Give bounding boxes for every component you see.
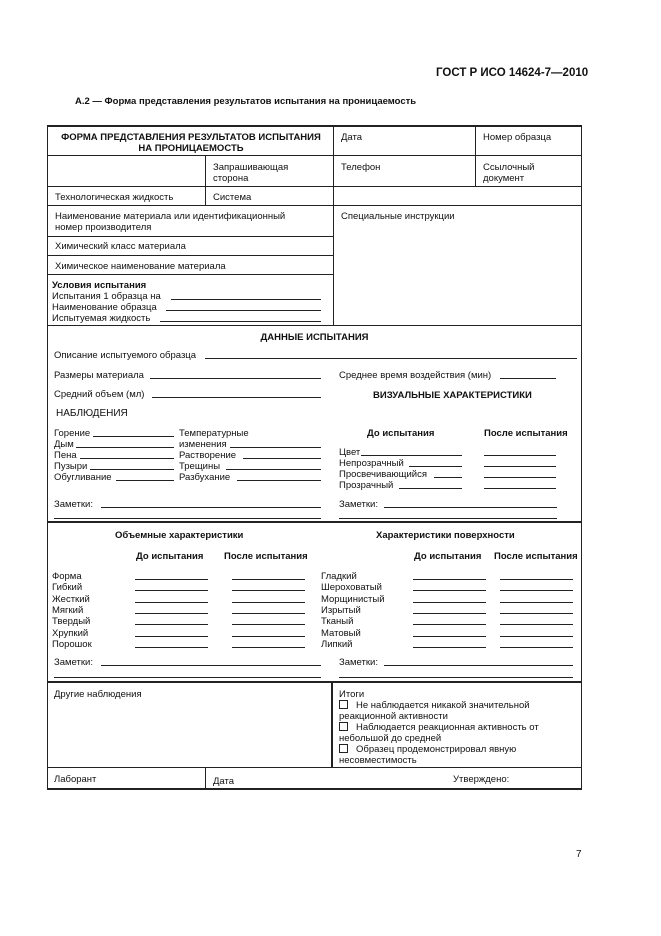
results-title: Итоги bbox=[339, 689, 365, 700]
notes-right-field[interactable] bbox=[384, 507, 557, 508]
avg-volume-field[interactable] bbox=[152, 397, 321, 398]
rule bbox=[47, 767, 582, 768]
rule bbox=[47, 236, 333, 237]
obs-smoke: Дым bbox=[54, 439, 74, 450]
volume-item: Форма bbox=[52, 571, 82, 582]
surface-after-field[interactable] bbox=[500, 602, 573, 603]
rule bbox=[331, 683, 333, 767]
conditions-title: Условия испытания bbox=[52, 280, 147, 291]
system-label: Система bbox=[213, 192, 252, 203]
surface-before-field[interactable] bbox=[413, 590, 486, 591]
volume-before-field[interactable] bbox=[135, 602, 208, 603]
result-option-3-cont: несовместимость bbox=[339, 755, 417, 766]
avg-volume-label: Средний объем (мл) bbox=[54, 389, 145, 400]
observations-title: НАБЛЮДЕНИЯ bbox=[56, 408, 128, 419]
surface-item: Гладкий bbox=[321, 571, 357, 582]
result-option-2-cont: небольшой до средней bbox=[339, 733, 442, 744]
obs-foam: Пена bbox=[54, 450, 77, 461]
surface-before-field[interactable] bbox=[413, 636, 486, 637]
volume-before-field[interactable] bbox=[135, 636, 208, 637]
surface-item: Тканый bbox=[321, 616, 354, 628]
visual-transparent-before[interactable] bbox=[399, 488, 462, 489]
notes-surface-field[interactable] bbox=[384, 665, 573, 666]
rule bbox=[47, 325, 582, 326]
obs-dissolution: Растворение bbox=[179, 450, 237, 461]
rule bbox=[47, 274, 333, 275]
visual-before-header: До испытания bbox=[367, 428, 435, 439]
condition-1-field[interactable] bbox=[171, 299, 321, 300]
obs-charring-field[interactable] bbox=[116, 480, 174, 481]
notes-surface-field-2[interactable] bbox=[339, 677, 573, 678]
notes-volume-field[interactable] bbox=[101, 665, 321, 666]
sample-desc-field[interactable] bbox=[205, 358, 577, 359]
surface-title: Характеристики поверхности bbox=[376, 530, 515, 541]
visual-after-header: После испытания bbox=[484, 428, 568, 439]
surface-before-header: До испытания bbox=[414, 551, 482, 562]
notes-surface-label: Заметки: bbox=[339, 657, 378, 668]
sample-desc-label: Описание испытуемого образца bbox=[54, 350, 197, 361]
rule bbox=[47, 681, 582, 683]
visual-translucent-before[interactable] bbox=[434, 477, 462, 478]
notes-right-label: Заметки: bbox=[339, 499, 378, 510]
avg-exposure-field[interactable] bbox=[500, 378, 556, 379]
surface-item: Морщинистый bbox=[321, 593, 385, 605]
chemical-class-label: Химический класс материала bbox=[55, 241, 186, 252]
volume-before-field[interactable] bbox=[135, 624, 208, 625]
visual-opaque-before[interactable] bbox=[409, 466, 462, 467]
obs-swelling-field[interactable] bbox=[237, 480, 321, 481]
form-title-line2: НА ПРОНИЦАЕМОСТЬ bbox=[138, 143, 244, 154]
obs-swelling: Разбухание bbox=[179, 472, 231, 483]
obs-bubbles: Пузыри bbox=[54, 461, 88, 472]
obs-bubbles-field[interactable] bbox=[90, 469, 174, 470]
surface-after-header: После испытания bbox=[494, 551, 578, 562]
surface-after-field[interactable] bbox=[500, 590, 573, 591]
surface-before-field[interactable] bbox=[413, 602, 486, 603]
visual-color: Цвет bbox=[339, 447, 361, 458]
rule bbox=[47, 155, 582, 156]
volume-before-field[interactable] bbox=[135, 613, 208, 614]
sample-number-label: Номер образца bbox=[483, 132, 552, 143]
condition-3: Испытуемая жидкость bbox=[52, 313, 151, 324]
rule bbox=[475, 125, 476, 186]
volume-before-field[interactable] bbox=[135, 647, 208, 648]
visual-translucent-after[interactable] bbox=[484, 477, 556, 478]
surface-after-field[interactable] bbox=[500, 579, 573, 580]
volume-after-field[interactable] bbox=[232, 579, 305, 580]
volume-after-field[interactable] bbox=[232, 624, 305, 625]
notes-right-field-2[interactable] bbox=[339, 518, 557, 519]
checkbox-icon[interactable] bbox=[339, 722, 348, 731]
requesting-party-line2: сторона bbox=[213, 173, 249, 184]
volume-item: Порошок bbox=[52, 638, 92, 650]
volume-item: Хрупкий bbox=[52, 627, 89, 639]
result-option-3[interactable]: Образец продемонстрировал явную bbox=[339, 744, 516, 755]
rule bbox=[333, 125, 334, 325]
chemical-name-label: Химическое наименование материала bbox=[55, 261, 226, 272]
obs-smoke-field[interactable] bbox=[76, 447, 174, 448]
condition-1: Испытания 1 образца на bbox=[52, 291, 161, 302]
section-title: А.2 — Форма представления результатов испытания на проницаемость bbox=[75, 96, 417, 107]
rule bbox=[205, 767, 206, 789]
date-bottom-label: Дата bbox=[213, 776, 235, 787]
volume-before-field[interactable] bbox=[135, 579, 208, 580]
volume-item: Гибкий bbox=[52, 582, 83, 594]
material-name-line2: номер производителя bbox=[55, 222, 152, 233]
surface-after-field[interactable] bbox=[500, 636, 573, 637]
form-title-line1: ФОРМА ПРЕДСТАВЛЕНИЯ РЕЗУЛЬТАТОВ ИСПЫТАНИЯ bbox=[61, 132, 321, 143]
obs-burning-field[interactable] bbox=[93, 436, 174, 437]
visual-color-before[interactable] bbox=[361, 455, 462, 456]
document-id: ГОСТ Р ИСО 14624-7—2010 bbox=[436, 67, 589, 79]
rule bbox=[47, 521, 582, 523]
requesting-party-line1: Запрашивающая bbox=[213, 162, 289, 173]
surface-item: Изрытый bbox=[321, 604, 361, 616]
surface-item: Шероховатый bbox=[321, 582, 382, 594]
obs-foam-field[interactable] bbox=[80, 458, 174, 459]
process-fluid-label: Технологическая жидкость bbox=[55, 192, 174, 203]
condition-3-field[interactable] bbox=[160, 321, 321, 322]
phone-label: Телефон bbox=[341, 162, 381, 173]
checkbox-icon[interactable] bbox=[339, 700, 348, 709]
surface-before-field[interactable] bbox=[413, 624, 486, 625]
volume-item: Мягкий bbox=[52, 604, 84, 616]
condition-2: Наименование образца bbox=[52, 302, 157, 313]
result-option-2[interactable]: Наблюдается реакционная активность от bbox=[339, 722, 539, 733]
rule bbox=[205, 155, 206, 205]
volume-after-field[interactable] bbox=[232, 590, 305, 591]
notes-left-field[interactable] bbox=[101, 507, 321, 508]
obs-dissolution-field[interactable] bbox=[243, 458, 321, 459]
checkbox-icon[interactable] bbox=[339, 744, 348, 753]
volume-before-header: До испытания bbox=[136, 551, 204, 562]
surface-before-field[interactable] bbox=[413, 613, 486, 614]
test-data-title: ДАННЫЕ ИСПЫТАНИЯ bbox=[260, 332, 369, 343]
visual-opaque: Непрозрачный bbox=[339, 458, 404, 469]
notes-left-label: Заметки: bbox=[54, 499, 93, 510]
visual-opaque-after[interactable] bbox=[484, 466, 556, 467]
volume-after-field[interactable] bbox=[232, 613, 305, 614]
surface-before-field[interactable] bbox=[413, 579, 486, 580]
volume-after-field[interactable] bbox=[232, 602, 305, 603]
notes-volume-field-2[interactable] bbox=[54, 677, 321, 678]
reference-doc-line1: Ссылочный bbox=[483, 162, 535, 173]
page-number: 7 bbox=[576, 849, 582, 860]
condition-2-field[interactable] bbox=[166, 310, 321, 311]
surface-item: Матовый bbox=[321, 627, 361, 639]
surface-after-field[interactable] bbox=[500, 613, 573, 614]
notes-left-field-2[interactable] bbox=[54, 518, 321, 519]
obs-temperature: Температурные bbox=[179, 428, 249, 439]
obs-charring: Обугливание bbox=[54, 472, 112, 483]
visual-transparent-after[interactable] bbox=[484, 488, 556, 489]
visual-transparent: Прозрачный bbox=[339, 480, 394, 491]
obs-cracks-field[interactable] bbox=[226, 469, 321, 470]
obs-temperature-field[interactable] bbox=[230, 447, 321, 448]
obs-changes: изменения bbox=[179, 439, 227, 450]
lab-technician-label: Лаборант bbox=[54, 774, 97, 785]
approved-label: Утверждено: bbox=[453, 774, 510, 785]
surface-item: Липкий bbox=[321, 638, 353, 650]
volume-after-header: После испытания bbox=[224, 551, 308, 562]
volume-before-field[interactable] bbox=[135, 590, 208, 591]
volume-title: Объемные характеристики bbox=[115, 530, 244, 541]
volume-after-field[interactable] bbox=[232, 636, 305, 637]
volume-after-field[interactable] bbox=[232, 647, 305, 648]
result-option-1[interactable]: Не наблюдается никакой значительной bbox=[339, 700, 530, 711]
material-sizes-field[interactable] bbox=[150, 378, 321, 379]
volume-item: Твердый bbox=[52, 616, 91, 628]
volume-item: Жесткий bbox=[52, 593, 90, 605]
special-instructions-label: Специальные инструкции bbox=[341, 211, 455, 222]
rule bbox=[47, 186, 582, 187]
visual-translucent: Просвечивающийся bbox=[339, 469, 427, 480]
surface-after-field[interactable] bbox=[500, 624, 573, 625]
obs-cracks: Трещины bbox=[179, 461, 221, 472]
date-label: Дата bbox=[341, 132, 363, 143]
visual-title: ВИЗУАЛЬНЫЕ ХАРАКТЕРИСТИКИ bbox=[373, 390, 532, 401]
surface-after-field[interactable] bbox=[500, 647, 573, 648]
material-sizes-label: Размеры материала bbox=[54, 370, 144, 381]
notes-volume-label: Заметки: bbox=[54, 657, 93, 668]
reference-doc-line2: документ bbox=[483, 173, 525, 184]
material-name-line1: Наименование материала или идентификационный bbox=[55, 211, 286, 222]
rule bbox=[47, 205, 582, 206]
rule bbox=[47, 255, 333, 256]
visual-color-after[interactable] bbox=[484, 455, 556, 456]
avg-exposure-label: Среднее время воздействия (мин) bbox=[339, 370, 492, 381]
obs-burning: Горение bbox=[54, 428, 91, 439]
other-observations-label: Другие наблюдения bbox=[54, 689, 142, 700]
surface-before-field[interactable] bbox=[413, 647, 486, 648]
result-option-1-cont: реакционной активности bbox=[339, 711, 448, 722]
